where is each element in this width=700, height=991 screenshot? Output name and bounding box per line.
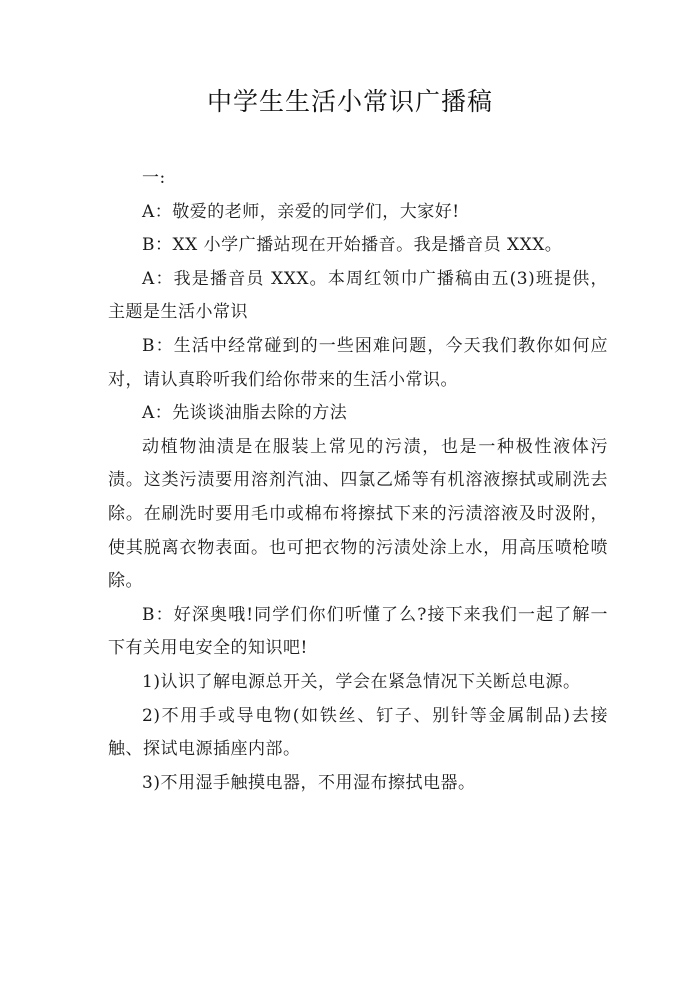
paragraph-grease-heading: A：先谈谈油脂去除的方法	[142, 403, 348, 424]
paragraph-topic: A：我是播音员 XXX。本周红领巾广播稿由五(3)班提供，主题是生活小常识	[108, 268, 608, 323]
paragraph-section-marker: 一:	[142, 168, 166, 188]
document-title: 中学生生活小常识广播稿	[206, 87, 493, 116]
paragraph-greeting: A：敬爱的老师，亲爱的同学们，大家好!	[142, 201, 460, 222]
list-item-safety-3: 3)不用湿手触摸电器，不用湿布擦拭电器。	[142, 772, 476, 793]
paragraph-intro: B：生活中经常碰到的一些困难问题，今天我们教你如何应对，请认真聆听我们给你带来的生活小常识。	[108, 335, 608, 390]
paragraph-electricity-intro: B：好深奥哦!同学们你们听懂了么?接下来我们一起了解一下有关用电安全的知识吧!	[108, 604, 608, 659]
document-body	[108, 162, 608, 800]
paragraph-grease-method: 动植物油渍是在服装上常见的污渍，也是一种极性液体污渍。这类污渍要用溶剂汽油、四氯乙烯等有机溶液擦拭或刷洗去除。在刷洗时要用毛巾或棉布将擦拭下来的污渍溶液及时汲附，使其脱离衣物表面。也可把衣物的污渍处涂上水，用高压喷枪喷除。	[108, 436, 608, 592]
list-item-safety-1: 1)认识了解电源总开关，学会在紧急情况下关断总电源。	[142, 671, 581, 692]
paragraph-broadcast-start: B：XX 小学广播站现在开始播音。我是播音员 XXX。	[142, 235, 563, 256]
list-item-safety-2: 2)不用手或导电物(如铁丝、钉子、别针等金属制品)去接触、探试电源插座内部。	[108, 705, 608, 760]
